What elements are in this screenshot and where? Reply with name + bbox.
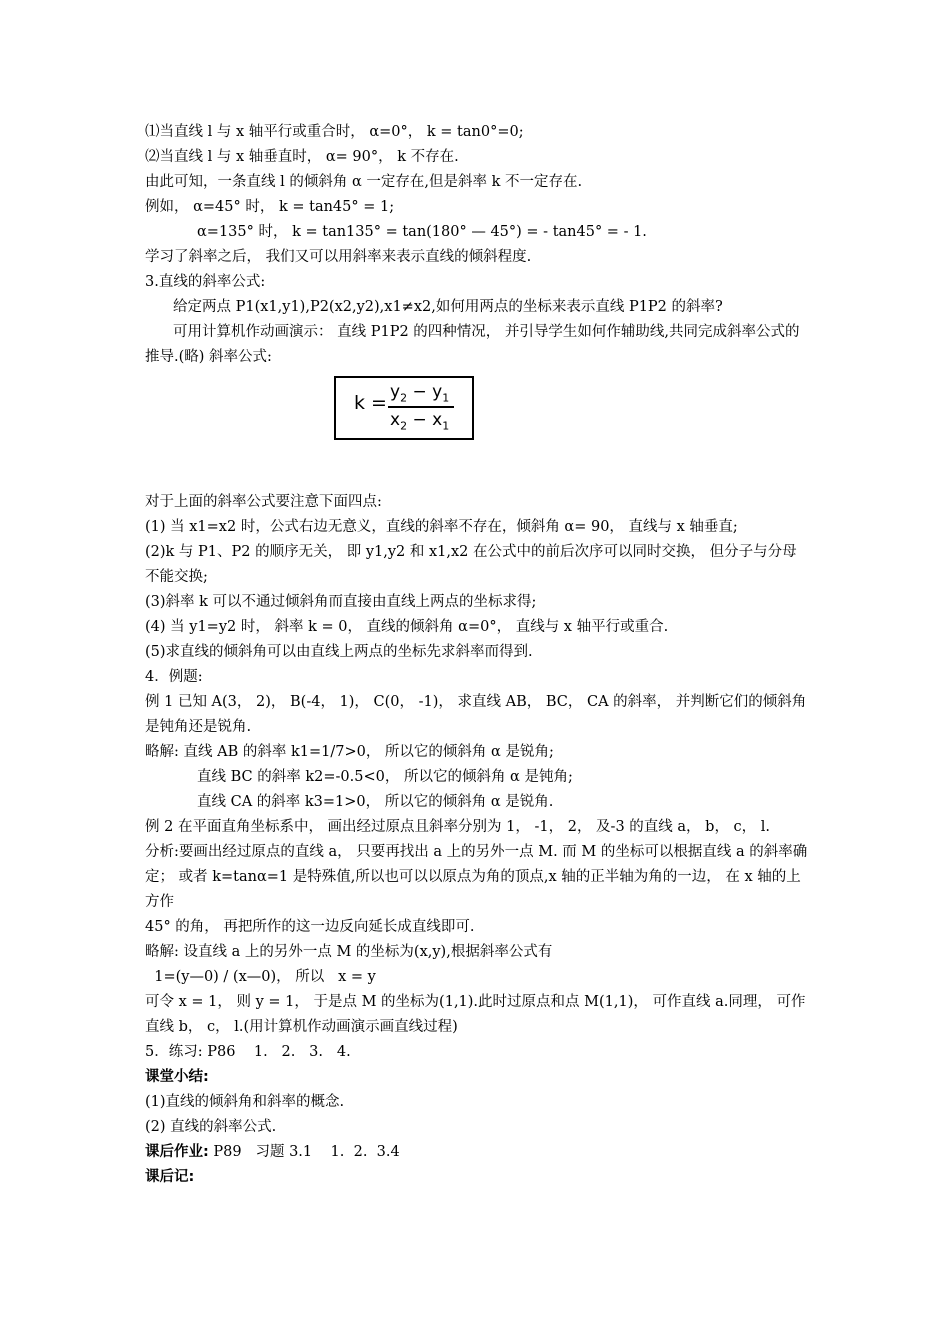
formula-numerator: $y_2 - y_1$ — [390, 382, 450, 405]
summary-title: 课堂小结: — [145, 1069, 209, 1085]
text-line: ⑵当直线 l 与 x 轴垂直时， α= 90°， k 不存在. — [145, 149, 459, 165]
solution-line: 略解: 直线 AB 的斜率 k1=1/7>0， 所以它的倾斜角 α 是锐角; — [145, 744, 554, 760]
note-item: (5)求直线的倾斜角可以由直线上两点的坐标先求斜率而得到. — [145, 644, 533, 660]
note-item: (2)k 与 P1、P2 的顺序无关， 即 y1,y2 和 x1,x2 在公式中的前后次序可以同时交换， 但分子与分母不能交换; — [145, 544, 797, 585]
text-line: 由此可知，一条直线 l 的倾斜角 α 一定存在,但是斜率 k 不一定存在. — [145, 174, 583, 190]
note-item: (1) 当 x1=x2 时，公式右边无意义，直线的斜率不存在，倾斜角 α= 90， 直线与 x 轴垂直; — [145, 519, 738, 535]
text-line: 对于上面的斜率公式要注意下面四点: — [145, 494, 382, 510]
summary-item: (2) 直线的斜率公式. — [145, 1119, 277, 1135]
example-2: 例 2 在平面直角坐标系中， 画出经过原点且斜率分别为 1， -1， 2， 及-3 的直线 a， b， c， l. — [145, 819, 771, 835]
note-item: (3)斜率 k 可以不通过倾斜角而直接由直线上两点的坐标求得; — [145, 594, 537, 610]
analysis: 分析:要画出经过原点的直线 a， 只要再找出 a 上的另外一点 M. 而 M 的坐标可以根据直线 a 的斜率确定； 或者 k=tanα=1 是特殊值,所以也可以以原点为角的顶点,x 轴的正半轴为角的一边， 在 x 轴的上方作 — [145, 844, 808, 910]
solution-line: 略解: 设直线 a 上的另外一点 M 的坐标为(x,y),根据斜率公式有 — [145, 944, 553, 960]
paragraph: 给定两点 P1(x1,y1),P2(x2,y2),x1≠x2,如何用两点的坐标来表示直线 P1P2 的斜率? — [173, 299, 723, 315]
section-heading: 3.直线的斜率公式: — [145, 274, 266, 290]
text-line: 学习了斜率之后， 我们又可以用斜率来表示直线的倾斜程度. — [145, 249, 532, 265]
note-item: (4) 当 y1=y2 时， 斜率 k = 0， 直线的倾斜角 α=0°， 直线与 x 轴平行或重合. — [145, 619, 669, 635]
exercise-line: 5．练习: P86 1. 2. 3. 4. — [145, 1044, 351, 1060]
paragraph-text: 可用计算机作动画演示： 直线 P1P2 的四种情况， 并引导学生如何作辅助线,共同完成斜率公式的推导.(略) 斜率公式: — [145, 324, 800, 365]
solution-line: 可令 x = 1， 则 y = 1， 于是点 M 的坐标为(1,1).此时过原点和点 M(1,1)， 可作直线 a.同理， 可作直线 b， c， l.(用计算机作动画演示画直线过程) — [145, 994, 806, 1035]
solution-line: 直线 CA 的斜率 k3=1>0， 所以它的倾斜角 α 是锐角. — [197, 794, 554, 810]
formula-k: k = — [354, 392, 387, 414]
text-line: 例如， α=45° 时， k = tan45° = 1; — [145, 199, 395, 215]
formula-denominator: $x_2 - x_1$ — [390, 410, 450, 433]
summary-item: (1)直线的倾斜角和斜率的概念. — [145, 1094, 345, 1110]
homework-label: 课后作业: — [145, 1144, 209, 1160]
solution-line: 1=(y—0) / (x—0)， 所以 x = y — [145, 969, 376, 985]
analysis-cont: 45° 的角， 再把所作的这一边反向延长成直线即可. — [145, 919, 475, 935]
slope-formula — [334, 376, 474, 440]
spacer — [145, 446, 810, 490]
homework-text: P89 习题 3.1 1. 2. 3.4 — [208, 1144, 400, 1160]
text-line: ⑴当直线 l 与 x 轴平行或重合时， α=0°， k = tan0°=0; — [145, 124, 524, 140]
afterword-title: 课后记: — [145, 1169, 195, 1185]
document-page — [145, 120, 810, 1190]
fraction-bar — [388, 406, 454, 408]
example-1: 例 1 已知 A(3， 2)， B(-4， 1)， C(0， -1)， 求直线 AB， BC， CA 的斜率， 并判断它们的倾斜角是钝角还是锐角. — [145, 694, 807, 735]
solution-line: 直线 BC 的斜率 k2=-0.5<0， 所以它的倾斜角 α 是钝角; — [197, 769, 573, 785]
homework-line — [145, 1140, 810, 1165]
text-line: α=135° 时， k = tan135° = tan(180° — 45°) = - tan45° = - 1. — [197, 224, 647, 240]
section-heading: 4．例题: — [145, 669, 203, 685]
paragraph — [145, 320, 810, 370]
